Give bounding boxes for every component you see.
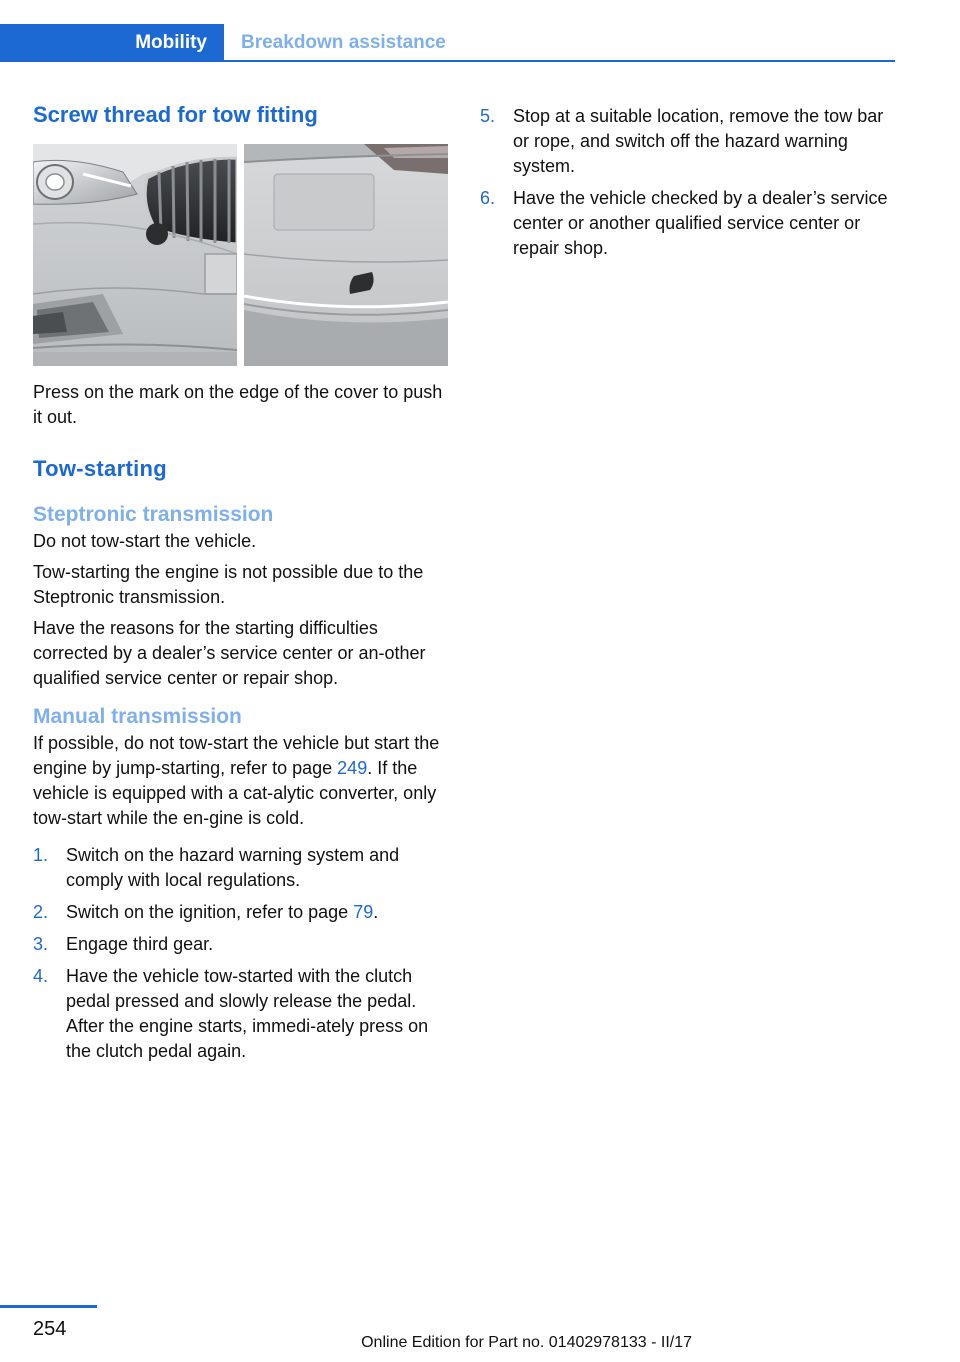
steptronic-paragraph-1: Do not tow-start the vehicle. xyxy=(33,531,257,551)
footer-divider xyxy=(0,1305,97,1308)
manual-text-a: If possible, do not tow-start the vehicle but start the engine by jump-starting, refer to page xyxy=(33,733,440,778)
step-number: 3. xyxy=(33,934,49,954)
tow-starting-heading: Tow-starting xyxy=(33,456,167,481)
step-text: Stop at a suitable location, remove the tow bar or rope, and switch off the hazard warning system. xyxy=(513,106,884,176)
tab-mobility[interactable]: Mobility xyxy=(0,24,224,62)
rear-bumper-illustration xyxy=(244,144,448,366)
figure-caption: Press on the mark on the edge of the cover to push it out. xyxy=(33,382,443,427)
step-number: 4. xyxy=(33,966,49,986)
manual-text-b: . If the vehicle is equipped with a cat‐alytic converter, only tow-start while the en‐gine is cold. xyxy=(33,758,437,828)
page-link-79[interactable]: 79 xyxy=(353,902,374,922)
manual-heading: Manual transmission xyxy=(33,705,242,728)
list-item xyxy=(480,186,900,261)
step-text-end: . xyxy=(373,902,379,922)
step-text: Switch on the hazard warning system and comply with local regulations. xyxy=(66,845,400,890)
step-number: 6. xyxy=(480,188,496,208)
steps-list-left xyxy=(33,843,448,1064)
page-link-249[interactable]: 249 xyxy=(337,758,368,778)
list-item xyxy=(33,900,448,925)
list-item xyxy=(480,104,900,179)
steptronic-heading: Steptronic transmission xyxy=(33,503,274,526)
header-bar xyxy=(0,24,895,62)
step-text: Have the vehicle tow-started with the clutch pedal pressed and slowly release the pedal. After the engine starts, immedi‐ately press on the clutch pedal again. xyxy=(66,966,429,1061)
step-number: 5. xyxy=(480,106,496,126)
steptronic-paragraph-3: Have the reasons for the starting difficulties corrected by a dealer’s service center or an‐other qualified service center or repair shop. xyxy=(33,618,426,688)
list-item xyxy=(33,932,448,957)
manual-paragraph xyxy=(33,731,448,831)
step-text: Engage third gear. xyxy=(66,934,214,954)
left-column xyxy=(33,100,448,1064)
front-bumper-drawing xyxy=(33,144,237,366)
right-column xyxy=(480,104,900,261)
steps-list-right xyxy=(480,104,900,261)
page-number: 254 xyxy=(33,1318,67,1340)
screw-thread-heading: Screw thread for tow fitting xyxy=(33,102,318,127)
tow-fitting-figure xyxy=(33,144,448,366)
step-text: Switch on the ignition, refer to page xyxy=(66,902,354,922)
step-number: 1. xyxy=(33,845,49,865)
steptronic-paragraph-2: Tow-starting the engine is not possible due to the Steptronic transmission. xyxy=(33,562,424,607)
front-bumper-illustration xyxy=(33,144,237,366)
edition-label: Online Edition for Part no. 01402978133 - II/17 xyxy=(361,1334,692,1351)
step-number: 2. xyxy=(33,902,49,922)
tab-breakdown-assistance[interactable]: Breakdown assistance xyxy=(241,32,446,53)
list-item xyxy=(33,964,448,1064)
rear-bumper-drawing xyxy=(244,144,448,366)
step-text: Have the vehicle checked by a dealer’s service center or another qualified service center or repair shop. xyxy=(513,188,888,258)
list-item xyxy=(33,843,448,893)
